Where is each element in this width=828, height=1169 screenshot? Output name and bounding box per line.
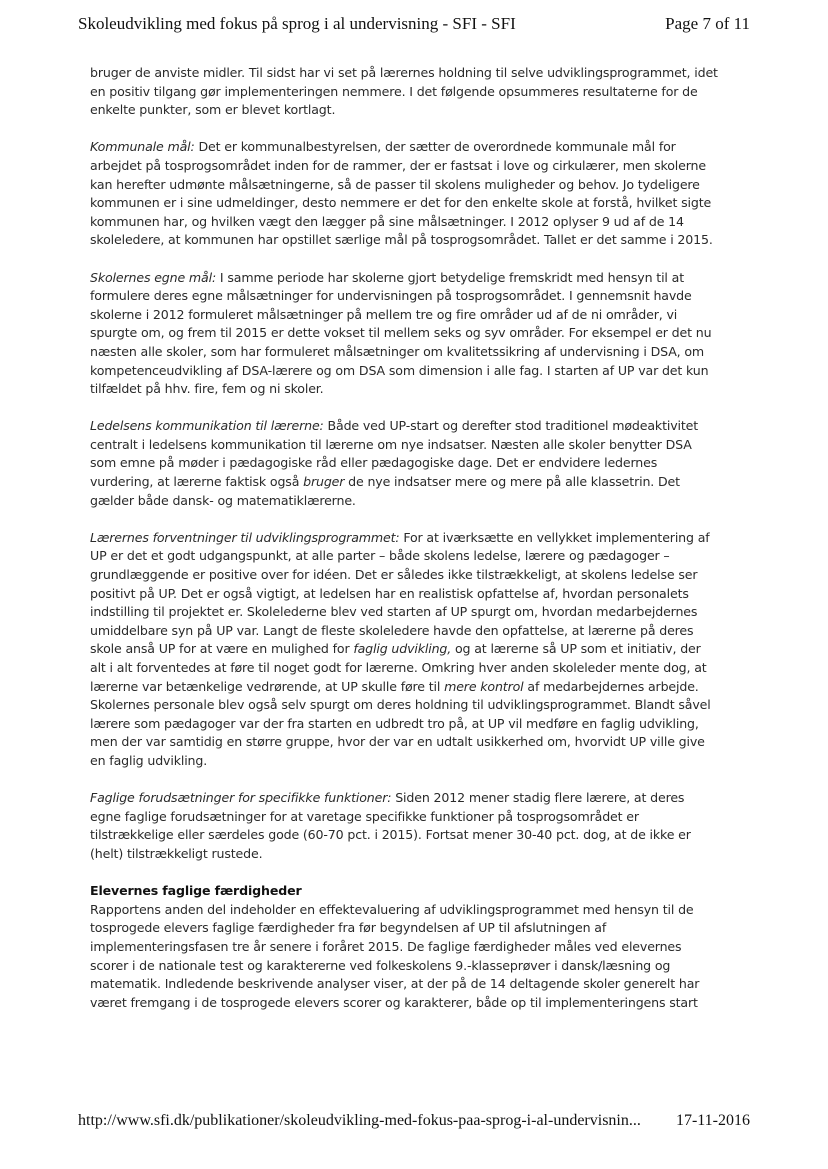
paragraph-lead: Ledelsens kommunikation til lærerne: (90, 418, 324, 434)
section-heading: Elevernes faglige færdigheder (90, 883, 302, 899)
paragraph-skolernes-maal (90, 269, 718, 399)
paragraph-text: og at lærerne så UP som et initiativ, der alt i alt forventedes at føre til noget godt for lærerne. Omkring hver anden skoleleder mente dog, at lærerne var betænkelige vedrørende, at UP skulle føre til (90, 641, 707, 694)
paragraph-text: For at iværksætte en vellykket implementering af UP er det et godt udgangspunkt, at alle parter – både skolens ledelse, lærere og pædagoger – grundlæggende er positive over for idéen. Det er således ikke tilstrækkeligt, at skolens ledelse ser positivt på UP. Det er også vigtigt, at ledelsen har en realistisk opfattelse af, hvordan personalets indstilling til projektet er. Skolelederne blev ved starten af UP spurgt om, hvordan medarbejdernes umiddelbare syn på UP var. Langt de fleste skoleledere havde den opfattelse, at lærerne på deres skole anså UP for at være en mulighed for (90, 529, 710, 657)
paragraph-faglige-forudsaetninger (90, 789, 718, 863)
paragraph-text: I samme periode har skolerne gjort betydelige fremskridt med hensyn til at formulere deres egne målsætninger for undervisningen på tosprogsområdet. I gennemsnit havde skolerne i 2012 formuleret målsætninger på mellem tre og fire områder ud af de ni områder, vi spurgte om, og frem til 2015 er dette vokset til mellem seks og syv områder. For eksempel er det nu næsten alle skoler, som har formuleret målsætninger om kvalitetssikring af undervisning i DSA, om kompetenceudvikling af DSA-lærere og om DSA som dimension i alle fag. I starten af UP var det kun tilfældet på hhv. fire, fem og ni skoler. (90, 269, 712, 397)
paragraph-lead: Lærernes forventninger til udviklingsprogrammet: (90, 529, 400, 545)
paragraph-text: de nye indsatser mere og mere på alle klassetrin. Det gælder både dansk- og matematiklærerne. (90, 474, 680, 508)
paragraph-lead: Kommunale mål: (90, 139, 195, 155)
paragraph-text: Både ved UP-start og derefter stod traditionel mødeaktivitet centralt i ledelsens kommunikation til lærerne om nye indsatser. Næsten alle skoler benytter DSA som emne på møder i pædagogiske råd eller pædagogiske dage. Det er endvidere ledernes vurdering, at lærerne faktisk også (90, 418, 699, 490)
source-url: http://www.sfi.dk/publikationer/skoleudvikling-med-fokus-paa-sprog-i-al-undervisnin... (78, 1112, 641, 1129)
page-footer (78, 1112, 750, 1136)
paragraph-emphasis: mere kontrol (444, 678, 524, 694)
paragraph-text: Siden 2012 mener stadig flere lærere, at deres egne faglige forudsætninger for at varetage specifikke funktioner på tosprogsområdet er tilstrækkelige eller særdeles gode (60-70 pct. i 2015). Fortsat mener 30-40 pct. dog, at de ikke er (helt) tilstrækkeligt rustede. (90, 790, 691, 861)
paragraph-text: bruger de anviste midler. Til sidst har vi set på lærernes holdning til selve udviklingsprogrammet, idet en positiv tilgang gør implementeringen nemmere. I det følgende opsummeres resultaterne for de enkelte punkter, som er blevet kortlagt. (90, 65, 718, 118)
paragraph-intro (90, 64, 718, 120)
paragraph-text: Det er kommunalbestyrelsen, der sætter de overordnede kommunale mål for arbejdet på tosprogsområdet inden for de rammer, der er fastsat i love og cirkulærer, men skolerne kan herefter udmønte målsætningerne, så de passer til skolens muligheder og behov. Jo tydeligere kommunen er i sine udmeldinger, desto nemmere er det for den enkelte skole at forstå, hvilket sigte kommunen har, og hvilken vægt den lægger på sine målsætninger. I 2012 oplyser 9 ud af de 14 skoleledere, at kommunen har opstillet særlige mål på tosprogsområdet. Tallet er det samme i 2015. (90, 139, 713, 248)
paragraph-lead: Faglige forudsætninger for specifikke funktioner: (90, 790, 392, 806)
paragraph-ledelsens-kommunikation (90, 417, 718, 510)
paragraph-text: Rapportens anden del indeholder en effektevaluering af udviklingsprogrammet med hensyn til de tosprogede elevers faglige færdigheder fra før begyndelsen af UP til afslutningen af implementeringsfasen tre år senere i foråret 2015. De faglige færdigheder måles ved elevernes scorer i de nationale test og karaktererne ved folkeskolens 9.-klasseprøver i dansk/læsning og matematik. Indledende beskrivende analyser viser, at der på de 14 deltagende skoler generelt har været fremgang i de tosprogede elevers scorer og karakterer, både op til implementeringens start (90, 901, 700, 1010)
page-header (78, 14, 750, 40)
document-title: Skoleudvikling med fokus på sprog i al undervisning - SFI - SFI (78, 14, 516, 33)
page-number: Page 7 of 11 (665, 14, 750, 33)
paragraph-emphasis: faglig udvikling, (353, 641, 452, 657)
paragraph-kommunale-maal (90, 138, 718, 250)
paragraph-text: af medarbejdernes arbejde. Skolernes personale blev også selv spurgt om deres holdning til udviklingsprogrammet. Blandt såvel lærere som pædagoger var der fra starten en udbredt tro på, at UP vil medføre en faglig udvikling, men der var samtidig en større gruppe, hvor der var en udtalt usikkerhed om, hvorvidt UP ville give en faglig udvikling. (90, 678, 711, 768)
document-body (90, 64, 718, 1031)
paragraph-laerernes-forventninger (90, 529, 718, 771)
section-paragraph (90, 901, 718, 1013)
print-date: 17-11-2016 (675, 1112, 750, 1129)
paragraph-emphasis: bruger (303, 474, 345, 490)
paragraph-lead: Skolernes egne mål: (90, 269, 217, 285)
